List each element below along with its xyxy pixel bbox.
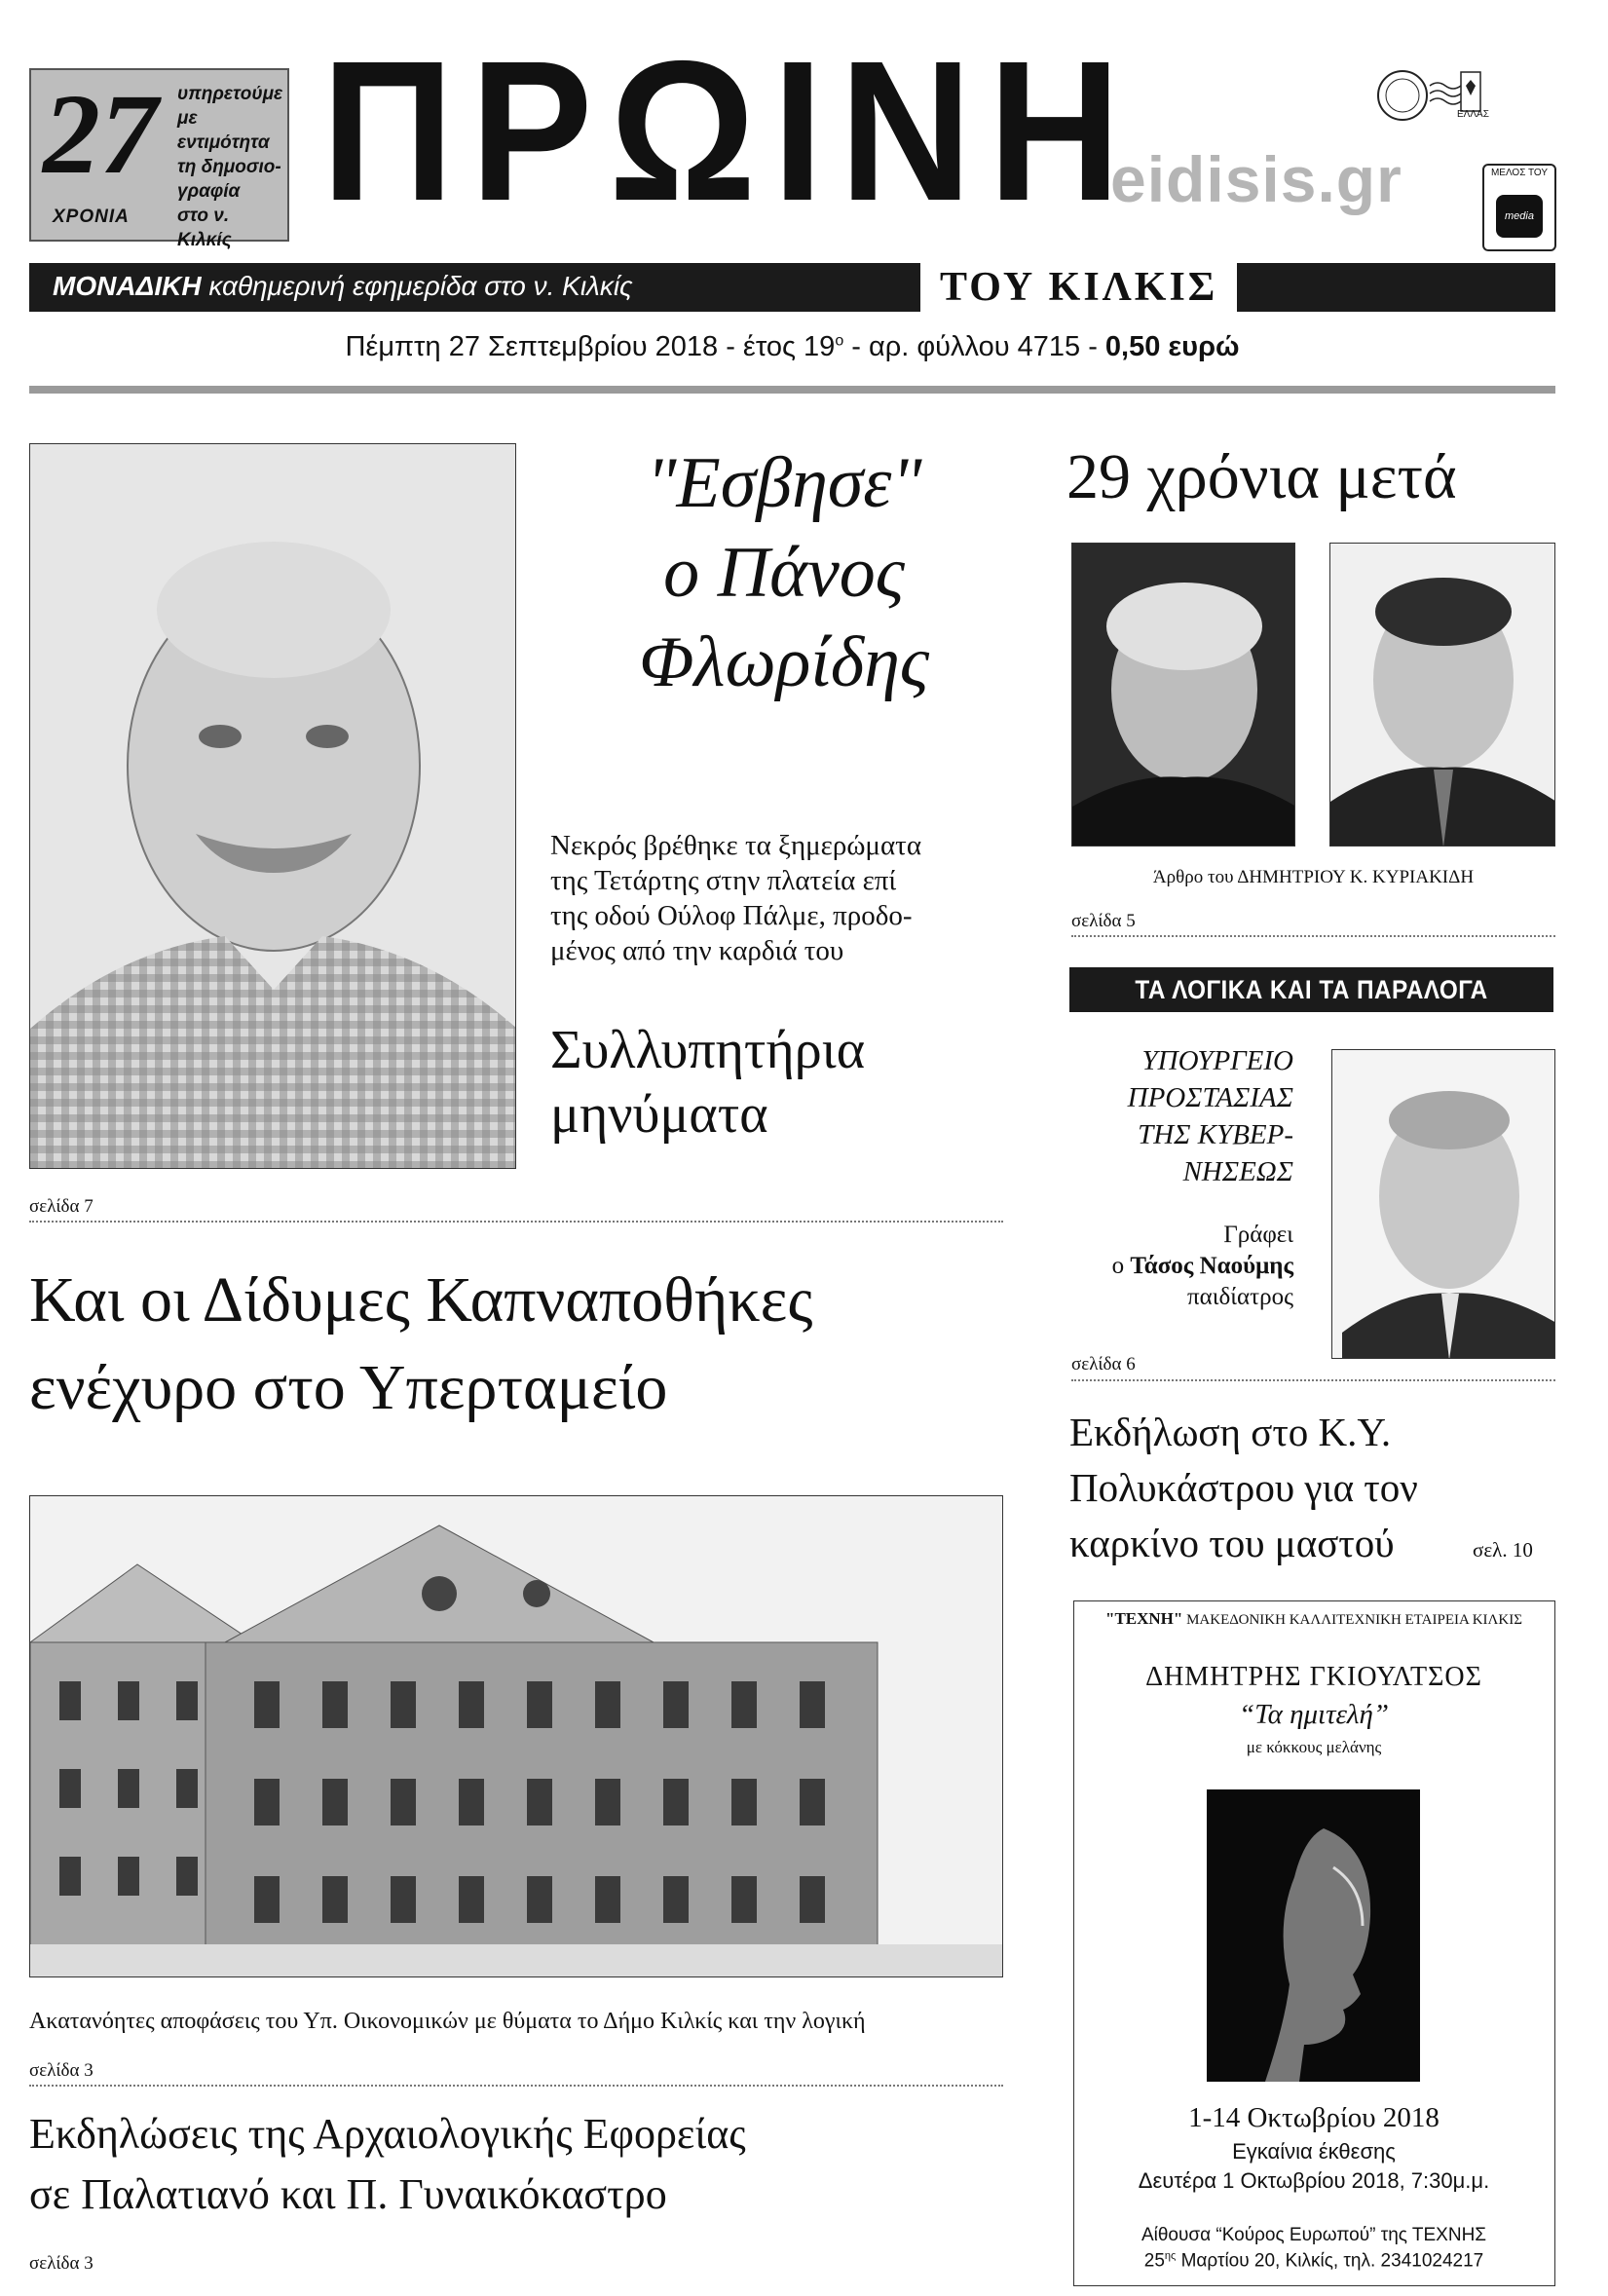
right-story2-byline: Γράφει ο Τάσος Ναούμης παιδίατρος	[1111, 1222, 1293, 1310]
third-headline: Εκδηλώσεις της Αρχαιολογικής Εφορείας σε Παλατιανό και Π. Γυναικόκαστρο	[29, 2110, 746, 2218]
right-story1-byline: Άρθρο του ΔΗΜΗΤΡΙΟΥ Κ. ΚΥΡΙΑΚΙΔΗ	[1152, 867, 1475, 887]
badge-text: υπηρετούμε με εντιμότητα τη δημοσιο- γραφία στο ν. Κιλκίς	[177, 84, 283, 250]
right-story2-headline: ΥΠΟΥΡΓΕΙΟ ΠΡΟΣΤΑΣΙΑΣ ΤΗΣ ΚΥΒΕΡ- ΝΗΣΕΩΣ	[1127, 1045, 1293, 1187]
ad-venue: Αίθουσα “Κούρος Ευρωπού” της ΤΕΧΝΗΣ	[1141, 2225, 1487, 2245]
section-bar-label: ΤΑ ΛΟΓΙΚΑ ΚΑΙ ΤΑ ΠΑΡΑΛΟΓΑ	[1135, 975, 1488, 1004]
ad-address: $25^{\eta\varsigma}$ Μαρτίου 20, Κιλκίς, τηλ. 2341024217	[1143, 2250, 1484, 2272]
warehouse-photo	[29, 1495, 1003, 1977]
ad-organizer: "ΤΕΧΝΗ" ΜΑΚΕΔΟΝΙΚΗ ΚΑΛΛΙΤΕΧΝΙΚΗ ΕΤΑΙΡΕΙΑ ΚΙΛΚΙΣ	[1105, 1609, 1522, 1628]
divider	[1071, 1379, 1555, 1381]
divider	[29, 1221, 1003, 1223]
woman-profile-image	[1207, 1789, 1420, 2082]
lead-body: Νεκρός βρέθηκε τα ξημερώματα της Τετάρτης στην πλατεία επί της οδού Ούλοφ Πάλμε, προδο- μένος από την καρδιά του	[550, 830, 922, 966]
ad-artwork	[1207, 1789, 1420, 2082]
postal-stamp	[1375, 66, 1489, 125]
portrait-photo-right	[1329, 543, 1555, 847]
third-page-ref[interactable]: σελίδα 3	[29, 2253, 93, 2274]
portrait-photo-left	[1071, 543, 1295, 847]
second-page-ref[interactable]: σελίδα 3	[29, 2060, 93, 2081]
newspaper-subtitle: ΤΟΥ ΚΙΛΚΙΣ	[920, 263, 1237, 312]
ad-subtitle: με κόκκους μελάνης	[1246, 1738, 1382, 1756]
dateline: Πέμπτη 27 Σεπτεμβρίου 2018 - έτος $19^o$ - αρ. φύλλου 4715 - 0,50 ευρώ	[345, 331, 1240, 362]
right-story3-page-ref[interactable]: σελ. 10	[1473, 1538, 1533, 1562]
second-caption: Ακατανόητες αποφάσεις του Υπ. Οικονομικών με θύματα το Δήμο Κιλκίς και την λογική	[29, 2009, 866, 2034]
portrait-image	[1072, 544, 1295, 847]
portrait-image	[1330, 544, 1555, 847]
right-story1-page-ref[interactable]: σελίδα 5	[1071, 911, 1136, 931]
author-photo	[1331, 1049, 1555, 1359]
right-story1-headline: 29 χρόνια μετά	[1066, 441, 1457, 512]
lead-headline: "Εσβησε" ο Πάνος Φλωρίδης	[639, 443, 929, 702]
stamp-text: ΕΛΛΑΣ	[1457, 109, 1489, 120]
masthead-rule	[29, 386, 1555, 394]
ad-opening-label: Εγκαίνια έκθεσης	[1232, 2139, 1396, 2164]
tagline: ΜΟΝΑΔΙΚΗ καθημερινή εφημερίδα στο ν. Κιλκίς	[53, 271, 633, 301]
portrait-image	[30, 444, 516, 1169]
ad-artist: ΔΗΜΗΤΡΗΣ ΓΚΙΟΥΛΤΣΟΣ	[1145, 1662, 1482, 1692]
website-link[interactable]: eidisis.gr	[1110, 143, 1402, 215]
ad-dates: 1-14 Οκτωβρίου 2018	[1188, 2102, 1440, 2133]
building-image	[30, 1496, 1003, 1977]
right-story2-page-ref[interactable]: σελίδα 6	[1071, 1354, 1136, 1374]
section-bar	[1069, 967, 1553, 1012]
second-headline: Και οι Δίδυμες Καπναποθήκες ενέχυρο στο Υπερταμείο	[29, 1264, 813, 1423]
badge-years: ΧΡΟΝΙΑ	[53, 207, 130, 227]
divider	[29, 2085, 1003, 2087]
portrait-image	[1332, 1050, 1555, 1359]
lead-page-ref[interactable]: σελίδα 7	[29, 1196, 93, 1217]
right-story3-headline: Εκδήλωση στο Κ.Υ. Πολυκάστρου για τον καρκίνο του μαστού	[1069, 1410, 1418, 1565]
tagline-bar	[29, 263, 1555, 312]
ad-work-title: “Τα ημιτελή”	[1239, 1699, 1389, 1730]
media-logo: media	[1496, 195, 1543, 238]
member-label: ΜΕΛΟΣ ΤΟΥ	[1490, 168, 1549, 178]
badge-number: 27	[43, 70, 158, 198]
lead-subheadline: Συλλυπητήρια μηνύματα	[550, 1020, 866, 1145]
ad-opening-time: Δευτέρα 1 Οκτωβρίου 2018, 7:30μ.μ.	[1138, 2168, 1490, 2193]
anniversary-badge	[29, 68, 289, 250]
member-logo	[1482, 164, 1556, 251]
lead-photo	[29, 443, 516, 1169]
newspaper-title: ΠΡΩΙΝΗ	[321, 19, 1138, 243]
divider	[1071, 935, 1555, 937]
exhibition-ad	[1073, 1600, 1555, 2286]
